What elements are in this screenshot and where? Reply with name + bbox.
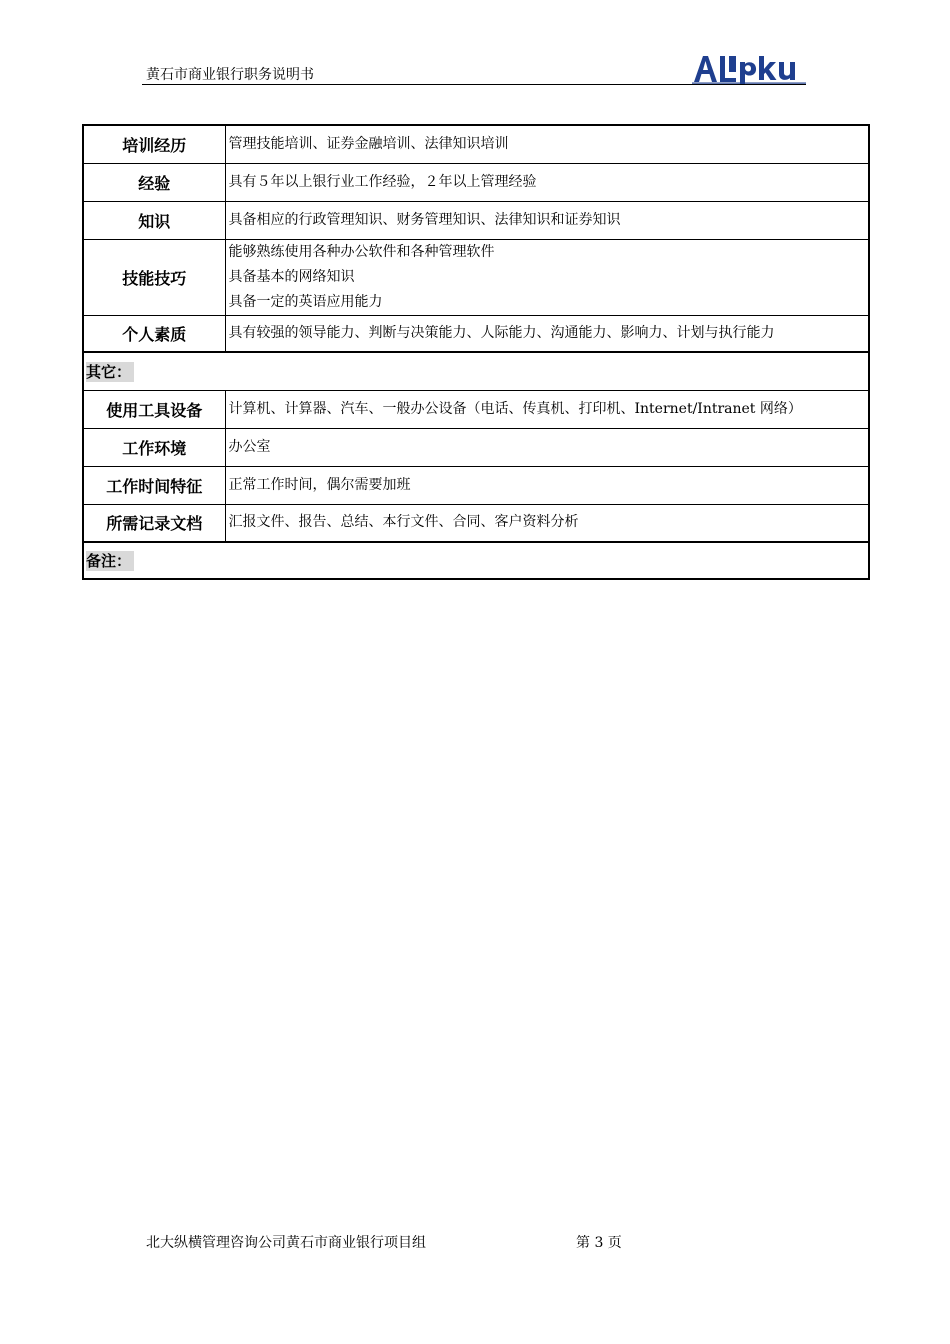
row-value: 管理技能培训、证券金融培训、法律知识培训 — [225, 125, 869, 163]
row-value: 具有５年以上银行业工作经验，２年以上管理经验 — [225, 163, 869, 201]
row-label: 知识 — [83, 201, 225, 239]
row-label: 工作时间特征 — [83, 466, 225, 504]
row-value: 办公室 — [225, 428, 869, 466]
row-value: 具有较强的领导能力、判断与决策能力、人际能力、沟通能力、影响力、计划与执行能力 — [225, 315, 869, 352]
footer-page-number: 第 3 页 — [576, 1235, 622, 1251]
section-row-other — [83, 352, 869, 390]
alpku-logo — [692, 52, 806, 84]
table-row — [83, 466, 869, 504]
table-row — [83, 390, 869, 428]
section-row-notes — [83, 542, 869, 579]
row-label: 技能技巧 — [83, 239, 225, 315]
row-label: 所需记录文档 — [83, 504, 225, 542]
table-row — [83, 163, 869, 201]
job-spec-table — [82, 124, 870, 580]
table-row — [83, 239, 869, 315]
table-row — [83, 504, 869, 542]
table-row — [83, 125, 869, 163]
section-heading-notes: 备注： — [83, 542, 869, 579]
row-label: 经验 — [83, 163, 225, 201]
row-value: 能够熟练使用各种办公软件和各种管理软件 具备基本的网络知识 具备一定的英语应用能力 — [225, 239, 869, 315]
row-value: 正常工作时间，偶尔需要加班 — [225, 466, 869, 504]
table-row — [83, 201, 869, 239]
row-label: 使用工具设备 — [83, 390, 225, 428]
row-value: 计算机、计算器、汽车、一般办公设备（电话、传真机、打印机、Internet/Intranet 网络） — [225, 390, 869, 428]
section-heading-other: 其它： — [83, 352, 869, 390]
row-value: 汇报文件、报告、总结、本行文件、合同、客户资料分析 — [225, 504, 869, 542]
table-row — [83, 428, 869, 466]
row-label: 工作环境 — [83, 428, 225, 466]
row-label: 培训经历 — [83, 125, 225, 163]
footer-company: 北大纵横管理咨询公司黄石市商业银行项目组 — [146, 1235, 426, 1251]
row-label: 个人素质 — [83, 315, 225, 352]
header-rule — [142, 84, 806, 85]
row-value: 具备相应的行政管理知识、财务管理知识、法律知识和证券知识 — [225, 201, 869, 239]
document-header-title: 黄石市商业银行职务说明书 — [146, 67, 314, 83]
table-row — [83, 315, 869, 352]
